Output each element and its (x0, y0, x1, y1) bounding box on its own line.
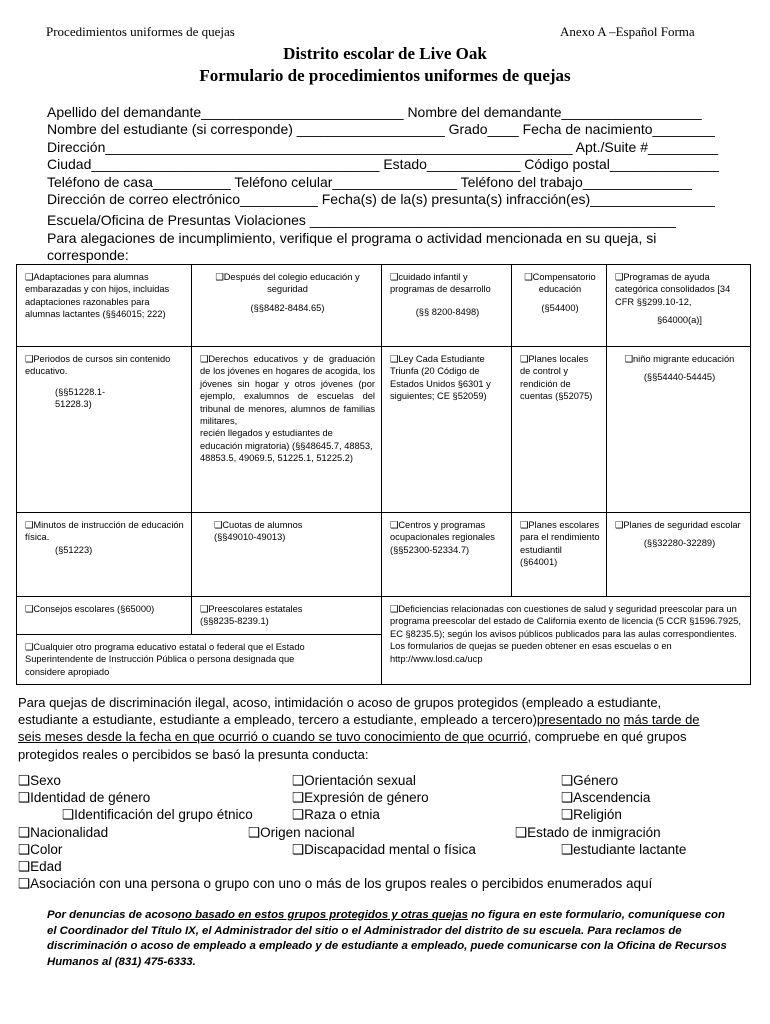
checkbox-association[interactable]: ❑Asociación con una persona o grupo con uno o más de los grupos reales o percibidos enumerados aquí (18, 876, 653, 892)
program-other-state-federal[interactable]: ❑Cualquier otro programa educativo estatal o federal que el Estado Superintendente de Instrucción Pública o persona designada que considere apropiado (25, 642, 305, 677)
program-cell[interactable] (192, 265, 382, 347)
program-cell[interactable] (192, 347, 382, 513)
program-every-student-succeeds[interactable]: ❑Ley Cada Estudiante Triunfa (20 Código de Estados Unidos §6301 y siguientes; CE §52059) (390, 354, 491, 402)
note-underlined: no basado en estos grupos protegidos y otras quejas (178, 909, 468, 921)
field-line-school[interactable]: Escuela/Oficina de Presuntas Violaciones _______________________________________________ (47, 212, 676, 229)
program-regional-occupational[interactable]: ❑Centros y programas ocupacionales regionales (§§52300-52334.7) (390, 520, 495, 555)
program-cell[interactable] (17, 513, 192, 597)
program-code: (§§8482-8484.65) (250, 302, 325, 313)
program-cell[interactable] (17, 347, 192, 513)
checkbox-gender-expression[interactable]: ❑Expresión de género (292, 790, 429, 806)
discrimination-text: , compruebe en qué grupos protegidos reales o percibidos se basó la presunta conducta: (18, 729, 687, 762)
field-line-email-dates[interactable]: Dirección de correo electrónico__________ Fecha(s) de la(s) presunta(s) infracción(es)________________ (47, 191, 715, 208)
program-after-school[interactable]: ❑Después del colegio educación y seguridad (215, 272, 360, 295)
program-cell[interactable] (382, 513, 512, 597)
note-text: Por denuncias de acoso (47, 909, 179, 921)
program-code: (§§8235-8239.1) (200, 616, 269, 627)
program-cell[interactable] (607, 265, 751, 347)
program-lcap[interactable]: ❑Planes locales de control y rendición de cuentas (§52075) (520, 354, 593, 402)
program-school-safety[interactable]: ❑Planes de seguridad escolar (615, 520, 741, 530)
checkbox-ethnic-group[interactable]: ❑Identificación del grupo étnico (62, 807, 253, 823)
program-cell[interactable] (192, 597, 382, 635)
program-cell[interactable] (607, 513, 751, 597)
program-school-councils[interactable]: ❑Consejos escolares (§65000) (25, 604, 155, 614)
field-line-address[interactable]: Dirección____________________________________________________________ Apt./Suite #_________ (47, 138, 719, 155)
header-right: Anexo A –Español Forma (560, 24, 695, 39)
program-code: 51228.3) (55, 399, 92, 410)
program-cell[interactable] (607, 347, 751, 513)
harassment-note (47, 908, 727, 970)
checkbox-nationality[interactable]: ❑Nacionalidad (18, 824, 109, 840)
program-foster-youth-rights[interactable]: ❑Derechos educativos y de graduación de los jóvenes en hogares de acogida, los jóvenes sin hogar y otros jóvenes (por ejemplo, exalumnos de escuelas del tribunal de menores, alumnos de familias militares, (200, 354, 375, 427)
program-pe-minutes[interactable]: ❑Minutos de instrucción de educación física. (25, 520, 184, 543)
form-title: Formulario de procedimientos uniformes de quejas (199, 66, 571, 85)
header-left: Procedimientos uniformes de quejas (46, 24, 235, 39)
program-state-preschool[interactable]: ❑Preescolares estatales (200, 604, 303, 614)
program-cell[interactable] (512, 513, 607, 597)
program-school-plans[interactable]: ❑Planes escolares para el rendimiento estudiantil (§64001) (520, 520, 600, 568)
checkbox-gender[interactable]: ❑Género (561, 773, 619, 788)
program-cell[interactable] (382, 265, 512, 347)
program-code: (§§ 8200-8498) (415, 306, 480, 317)
field-line-student[interactable]: Nombre del estudiante (si corresponde) ___________________ Grado____ Fecha de nacimiento________ (47, 121, 715, 138)
program-cell[interactable] (512, 265, 607, 347)
checkbox-gender-identity[interactable]: ❑Identidad de género (18, 790, 151, 806)
program-consolidated-aid[interactable]: ❑Programas de ayuda categórica consolidados [34 CFR §§299.10-12, (615, 272, 731, 307)
program-code: recién llegados y estudiantes de educación migratoria) (§§48645.7, 48853, 48853.5, 49069.5, 51225.1, 51225.2) (200, 428, 373, 464)
program-code: (§§49010-49013) (214, 532, 286, 543)
checkbox-national-origin[interactable]: ❑Origen nacional (248, 824, 355, 840)
program-compensatory[interactable]: ❑Compensatorio educación (524, 272, 596, 295)
field-line-phones[interactable]: Teléfono de casa__________ Teléfono celular________________ Teléfono del trabajo______________ (47, 173, 692, 190)
field-line-names[interactable]: Apellido del demandante__________________________ Nombre del demandante__________________ (47, 104, 702, 120)
program-code: (§51223) (55, 544, 93, 555)
district-title: Distrito escolar de Live Oak (283, 44, 487, 63)
program-non-educational-periods[interactable]: ❑Periodos de cursos sin contenido educativo. (25, 354, 171, 377)
program-instruction: Para alegaciones de incumplimiento, verifique el programa o actividad mencionada en su queja, si corresponde: (47, 229, 657, 264)
program-cell[interactable] (17, 597, 192, 635)
complainant-fields (47, 104, 737, 265)
program-child-care[interactable]: ❑cuidado infantil y programas de desarrollo (390, 272, 491, 295)
discrimination-instructions (18, 694, 718, 763)
protected-groups-checklist (18, 772, 758, 892)
program-code: §64000(a)] (657, 315, 702, 326)
checkbox-race-ethnicity[interactable]: ❑Raza o etnia (292, 807, 380, 823)
program-cell[interactable] (382, 597, 751, 685)
program-cell[interactable] (17, 635, 382, 685)
discrimination-text: Para quejas de discriminación ilegal, acoso, intimidación o acoso de grupos protegidos (empleado a estudiante, estudiante a estudiante, estudiante a empleado, tercero a estudiante, empleado a tercero) (18, 695, 662, 728)
checkbox-age[interactable]: ❑Edad (18, 858, 62, 874)
discrimination-deadline-underlined: más tarde de seis meses desde la fecha en que ocurrió o cuando se tuvo conocimiento de que ocurrió (18, 712, 700, 745)
program-cell[interactable] (512, 347, 607, 513)
program-code: (§§51228.1- (55, 386, 106, 397)
program-checklist-table (16, 264, 751, 685)
program-pupil-fees[interactable]: ❑Cuotas de alumnos (214, 520, 303, 530)
checkbox-religion[interactable]: ❑Religión (561, 807, 622, 823)
checkbox-immigration-status[interactable]: ❑Estado de inmigración (515, 824, 661, 840)
discrimination-deadline-underlined: presentado no (536, 712, 621, 728)
program-cell[interactable] (382, 347, 512, 513)
program-migrant-education[interactable]: ❑niño migrante educación (624, 354, 735, 364)
program-pregnant-students[interactable]: ❑Adaptaciones para alumnas embarazadas y con hijos, incluidas adaptaciones razonables para alumnas lactantes (§§46015; 222) (25, 272, 170, 320)
checkbox-disability[interactable]: ❑Discapacidad mental o física (292, 841, 476, 857)
program-cell[interactable] (17, 265, 192, 347)
checkbox-sexual-orientation[interactable]: ❑Orientación sexual (292, 773, 416, 788)
program-code: (§54400) (541, 302, 579, 313)
checkbox-ancestry[interactable]: ❑Ascendencia (561, 790, 651, 806)
program-code: (§§54440-54445) (643, 372, 716, 383)
checkbox-color[interactable]: ❑Color (18, 841, 63, 857)
checkbox-sex[interactable]: ❑Sexo (18, 773, 61, 788)
checkbox-lactating-student[interactable]: ❑estudiante lactante (561, 841, 687, 857)
note-text: no figura en este formulario, comuníquese con el Coordinador del Título IX, el Administrador del sitio o el Administrador del distrito de su escuela. Para reclamos de discriminación o acoso de empleado a empleado y de estudiante a empleado, puede comunicarse con la Oficina de Recursos Humanos al (831) 475-6333. (47, 909, 727, 968)
program-code: (§§32280-32289) (643, 538, 716, 549)
program-cell[interactable] (192, 513, 382, 597)
program-preschool-health-safety[interactable]: ❑Deficiencias relacionadas con cuestiones de salud y seguridad preescolar para un programa preescolar del estado de California exento de licencia (5 CCR §1596.7925, EC §8235.5); según los avisos públicos publicados para las aulas correspondientes. Los formularios de quejas se pueden obtener en esas escuelas o en http://www.losd.ca/ucp (390, 604, 741, 664)
field-line-city[interactable]: Ciudad_____________________________________ Estado____________ Código postal______________ (47, 156, 719, 173)
